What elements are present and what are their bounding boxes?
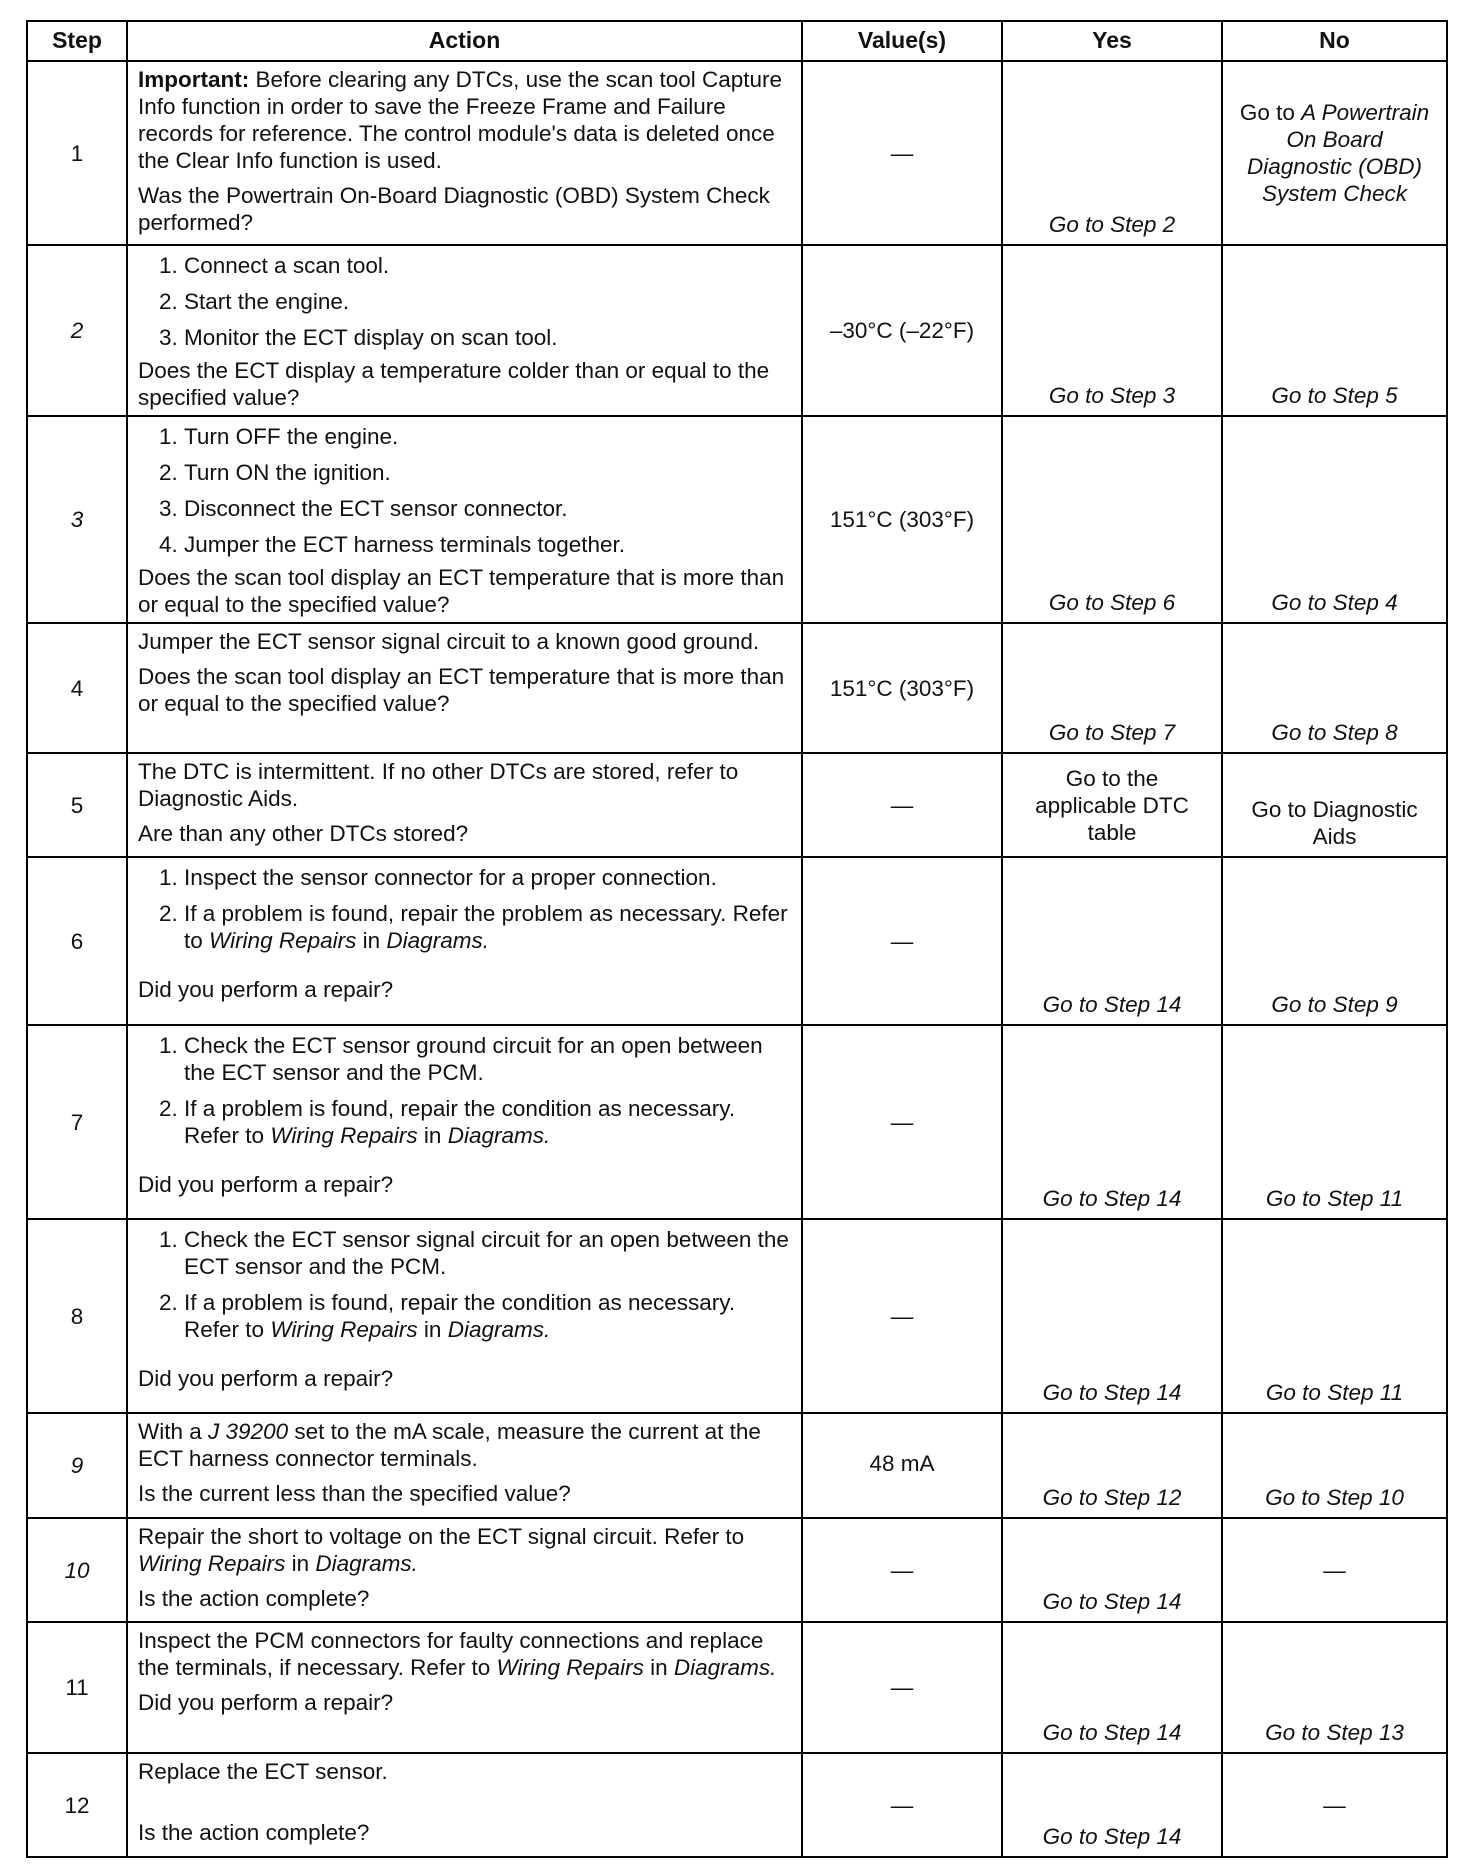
action-item: 1. Connect a scan tool. — [184, 252, 791, 279]
action-item: 1. Turn OFF the engine. — [184, 423, 791, 450]
no-cell — [1222, 416, 1447, 623]
value-cell: 48 mA — [802, 1413, 1002, 1518]
action-cell — [127, 623, 802, 753]
step-number: 2 — [27, 245, 127, 416]
action-item: 2. Start the engine. — [184, 288, 791, 315]
diagrams-ref: Diagrams. — [447, 1317, 551, 1342]
value-cell: — — [802, 1025, 1002, 1219]
action-question: Does the ECT display a temperature colder than or equal to the specified value? — [138, 358, 770, 410]
value-cell: — — [802, 857, 1002, 1025]
yes-link: Go to Step 6 — [1048, 590, 1176, 615]
action-question: Is the action complete? — [138, 1820, 370, 1845]
no-link: Go to Step 11 — [1265, 1186, 1404, 1211]
value-cell: — — [802, 1219, 1002, 1413]
yes-cell — [1002, 245, 1222, 416]
yes-cell — [1002, 61, 1222, 245]
no-cell — [1222, 857, 1447, 1025]
step-number: 9 — [27, 1413, 127, 1518]
action-intro: Jumper the ECT sensor signal circuit to a known good ground. — [138, 629, 760, 654]
yes-link: Go to Step 14 — [1042, 1824, 1182, 1849]
table-row — [27, 1622, 1447, 1753]
step-number: 4 — [27, 623, 127, 753]
yes-link: Go to Step 2 — [1048, 212, 1176, 237]
table-row — [27, 857, 1447, 1025]
wiring-repairs-ref: Wiring Repairs — [138, 1551, 286, 1576]
step-number: 3 — [27, 416, 127, 623]
no-cell — [1222, 623, 1447, 753]
no-cell — [1222, 1025, 1447, 1219]
header-action: Action — [127, 21, 802, 61]
action-cell — [127, 1753, 802, 1857]
step-number: 7 — [27, 1025, 127, 1219]
table-row — [27, 623, 1447, 753]
header-values: Value(s) — [802, 21, 1002, 61]
wiring-repairs-ref: Wiring Repairs — [270, 1123, 418, 1148]
table-row — [27, 1413, 1447, 1518]
diagrams-ref: Diagrams. — [386, 928, 489, 953]
step-number: 1 — [27, 61, 127, 245]
step-number: 8 — [27, 1219, 127, 1413]
table-row — [27, 753, 1447, 857]
action-item: 3. Monitor the ECT display on scan tool. — [184, 324, 791, 351]
no-cell — [1222, 245, 1447, 416]
action-question: Is the action complete? — [138, 1586, 370, 1611]
action-question: Was the Powertrain On-Board Diagnostic (OBD) System Check performed? — [138, 183, 770, 235]
diagrams-ref: Diagrams. — [315, 1551, 418, 1576]
no-cell — [1222, 1219, 1447, 1413]
yes-cell — [1002, 416, 1222, 623]
no-link-prefix: Go to — [1239, 100, 1295, 125]
yes-cell: Go to the applicable DTC table — [1002, 753, 1222, 857]
wiring-repairs-ref: Wiring Repairs — [209, 928, 357, 953]
yes-link: Go to Step 14 — [1042, 1589, 1182, 1614]
action-cell: Inspect the PCM connectors for faulty connections and replace the terminals, if necessary. Refer to Wiring Repairs in Diagrams. Did you perform a repair? — [127, 1622, 802, 1753]
yes-link: Go to Step 14 — [1042, 1186, 1182, 1211]
action-question: Did you perform a repair? — [138, 1172, 394, 1197]
table-row — [27, 1025, 1447, 1219]
no-link: Go to Step 5 — [1271, 383, 1398, 408]
yes-cell — [1002, 1622, 1222, 1753]
value-cell: –30°C (–22°F) — [802, 245, 1002, 416]
action-item: 1. Check the ECT sensor ground circuit for an open between the ECT sensor and the PCM. — [184, 1032, 791, 1086]
tool-ref: J 39200 — [208, 1419, 289, 1444]
yes-cell — [1002, 1518, 1222, 1622]
yes-link: Go to Step 12 — [1042, 1485, 1182, 1510]
diagrams-ref: Diagrams. — [673, 1655, 777, 1680]
value-cell: — — [802, 753, 1002, 857]
action-intro: Replace the ECT sensor. — [138, 1759, 388, 1784]
action-question: Are than any other DTCs stored? — [138, 821, 469, 846]
yes-link: Go to Step 14 — [1042, 992, 1182, 1017]
action-item: 3. Disconnect the ECT sensor connector. — [184, 495, 791, 522]
yes-cell — [1002, 1025, 1222, 1219]
value-cell: — — [802, 1622, 1002, 1753]
table-row — [27, 245, 1447, 416]
action-item: 1. Inspect the sensor connector for a proper connection. — [184, 864, 791, 891]
wiring-repairs-ref: Wiring Repairs — [270, 1317, 418, 1342]
yes-cell — [1002, 1753, 1222, 1857]
no-link: Go to Step 4 — [1271, 590, 1398, 615]
action-cell — [127, 245, 802, 416]
no-link: Go to Step 9 — [1271, 992, 1398, 1017]
important-label: Important: — [138, 67, 250, 92]
yes-cell — [1002, 623, 1222, 753]
value-cell: 151°C (303°F) — [802, 416, 1002, 623]
yes-link: Go to Step 14 — [1042, 1720, 1182, 1745]
action-question: Did you perform a repair? — [138, 1690, 394, 1715]
step-number: 6 — [27, 857, 127, 1025]
action-cell: With a J 39200 set to the mA scale, measure the current at the ECT harness connector terminals. Is the current less than the specified value? — [127, 1413, 802, 1518]
yes-link: Go to Step 3 — [1048, 383, 1176, 408]
action-question: Did you perform a repair? — [138, 977, 394, 1002]
yes-link: Go to Step 7 — [1048, 720, 1176, 745]
action-cell: Repair the short to voltage on the ECT signal circuit. Refer to Wiring Repairs in Diagrams. Is the action complete? — [127, 1518, 802, 1622]
action-item: 2. If a problem is found, repair the condition as necessary. Refer to Wiring Repairs in Diagrams. — [184, 1289, 791, 1343]
action-question: Does the scan tool display an ECT temperature that is more than or equal to the specified value? — [138, 565, 785, 617]
header-yes: Yes — [1002, 21, 1222, 61]
action-question: Is the current less than the specified value? — [138, 1481, 571, 1506]
no-cell — [1222, 1622, 1447, 1753]
action-item: 4. Jumper the ECT harness terminals together. — [184, 531, 791, 558]
action-question: Did you perform a repair? — [138, 1366, 394, 1391]
wiring-repairs-ref: Wiring Repairs — [496, 1655, 644, 1680]
no-link: Go to Step 10 — [1265, 1485, 1404, 1510]
action-intro: The DTC is intermittent. If no other DTCs are stored, refer to Diagnostic Aids. — [138, 759, 739, 811]
table-row — [27, 1219, 1447, 1413]
action-cell — [127, 416, 802, 623]
no-link: A Powertrain On Board Diagnostic (OBD) System Check — [1246, 100, 1430, 206]
step-number: 10 — [27, 1518, 127, 1622]
action-question: Does the scan tool display an ECT temperature that is more than or equal to the specified value? — [138, 664, 785, 716]
no-cell: Go to Diagnostic Aids — [1222, 753, 1447, 857]
action-item: 2. Turn ON the ignition. — [184, 459, 791, 486]
no-cell — [1222, 1413, 1447, 1518]
no-link: Go to Step 11 — [1265, 1380, 1404, 1405]
yes-cell — [1002, 1413, 1222, 1518]
yes-link: Go to Step 14 — [1042, 1380, 1182, 1405]
diagrams-ref: Diagrams. — [447, 1123, 551, 1148]
action-intro: Before clearing any DTCs, use the scan tool Capture Info function in order to save the Freeze Frame and Failure records for reference. The control module's data is deleted once the Clear Info function is used. — [138, 67, 783, 173]
header-step: Step — [27, 21, 127, 61]
no-cell: — — [1222, 1518, 1447, 1622]
value-cell: — — [802, 61, 1002, 245]
action-cell — [127, 753, 802, 857]
action-item: 2. If a problem is found, repair the condition as necessary. Refer to Wiring Repairs in Diagrams. — [184, 1095, 791, 1149]
table-row — [27, 61, 1447, 245]
header-row — [27, 21, 1447, 61]
table-row — [27, 1518, 1447, 1622]
value-cell: 151°C (303°F) — [802, 623, 1002, 753]
action-cell — [127, 61, 802, 245]
action-cell — [127, 857, 802, 1025]
header-no: No — [1222, 21, 1447, 61]
action-item: 1. Check the ECT sensor signal circuit for an open between the ECT sensor and the PCM. — [184, 1226, 791, 1280]
value-cell: — — [802, 1518, 1002, 1622]
value-cell: — — [802, 1753, 1002, 1857]
no-link: Go to Step 8 — [1271, 720, 1398, 745]
no-link: Go to Step 13 — [1265, 1720, 1404, 1745]
step-number: 12 — [27, 1753, 127, 1857]
step-number: 11 — [27, 1622, 127, 1753]
action-cell — [127, 1219, 802, 1413]
no-cell: — — [1222, 1753, 1447, 1857]
yes-cell — [1002, 857, 1222, 1025]
action-cell — [127, 1025, 802, 1219]
yes-cell — [1002, 1219, 1222, 1413]
step-number: 5 — [27, 753, 127, 857]
action-item: 2. If a problem is found, repair the problem as necessary. Refer to Wiring Repairs in Diagrams. — [184, 900, 791, 954]
table-row — [27, 416, 1447, 623]
no-cell — [1222, 61, 1447, 245]
diagnostic-table — [26, 20, 1448, 1858]
table-row — [27, 1753, 1447, 1857]
